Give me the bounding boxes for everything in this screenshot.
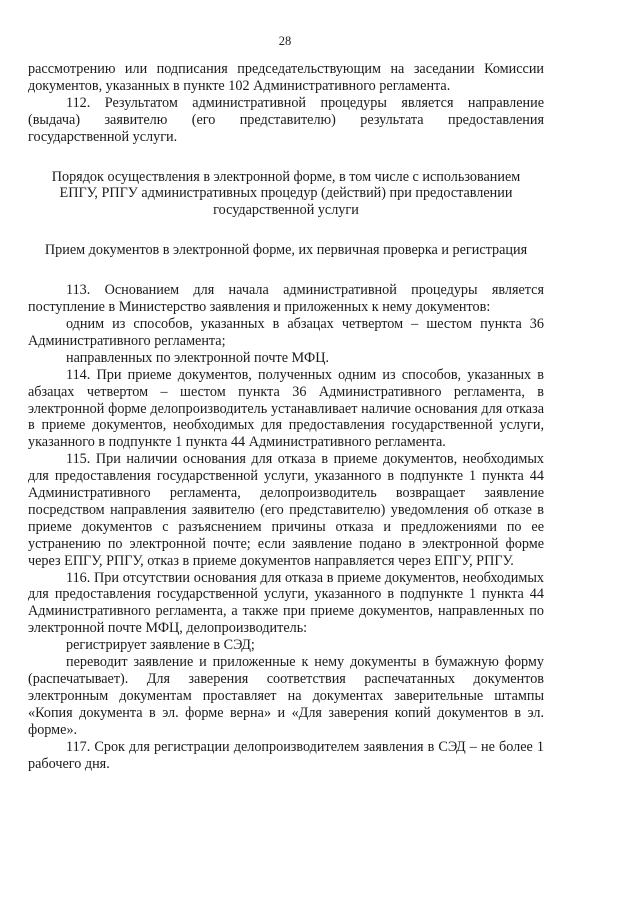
paragraph-114: 114. При приеме документов, полученных одним из способов, указанных в абзацах четвертом – шестом пункта 36 Административного регламента, в электронной форме делопроизводитель устанавливает наличие основания для отказа в приеме документов, необходимых для предоставления государственной услуги, указанного в подпункте 1 пункта 44 Административного регламента.: [28, 366, 544, 451]
paragraph-113-item-1: одним из способов, указанных в абзацах четвертом – шестом пункта 36 Административного регламента;: [28, 315, 544, 349]
paragraph-116-item-2: переводит заявление и приложенные к нему документы в бумажную форму (распечатывает). Для заверения соответствия распечатанных документов электронным документам проставляет на документах заверительные штампы «Копия документа в эл. форме верна» и «Для заверения копий документов в эл. форме».: [28, 654, 544, 738]
section-heading: Порядок осуществления в электронной форме, в том числе с использованием ЕПГУ, РПГУ административных процедур (действий) при предоставлении государственной услуги: [51, 168, 521, 219]
spacer: [28, 219, 544, 242]
paragraph-116: 116. При отсутствии основания для отказа в приеме документов, необходимых для предоставления государственной услуги, указанного в подпункте 1 пункта 44 Административного регламента, а также при приеме документов, направленных по электронной почте МФЦ, делопроизводитель:: [28, 569, 544, 637]
spacer: [28, 146, 544, 169]
spacer: [28, 259, 544, 282]
paragraph-113: 113. Основанием для начала административной процедуры является поступление в Министерство заявления и приложенных к нему документов:: [28, 282, 544, 316]
paragraph-116-item-1: регистрирует заявление в СЭД;: [66, 637, 255, 654]
paragraph-continuation: рассмотрению или подписания председательствующим на заседании Комиссии документов, указанных в пункте 102 Административного регламента.: [28, 61, 544, 94]
paragraph-115: 115. При наличии основания для отказа в приеме документов, необходимых для предоставления государственной услуги, указанного в подпункте 1 пункта 44 Административного регламента, делопроизводитель возвращает заявление посредством направления заявителю (его представителю) уведомления об отказе в приеме документов с разъяснением причины отказа и предложениями по ее устранению по электронной почте; если заявление подано в электронной форме через ЕПГУ, РПГУ, отказ в приеме документов направляется через ЕПГУ, РПГУ.: [28, 451, 544, 569]
page-number: 28: [278, 34, 292, 48]
document-body: [28, 61, 544, 772]
paragraph-113-item-2: направленных по электронной почте МФЦ.: [66, 349, 329, 366]
paragraph-112: 112. Результатом административной процедуры является направление (выдача) заявителю (его представителю) результата предоставления государственной услуги.: [28, 94, 544, 145]
subsection-heading: Прием документов в электронной форме, их первичная проверка и регистрация: [44, 242, 528, 259]
paragraph-117: 117. Срок для регистрации делопроизводителем заявления в СЭД – не более 1 рабочего дня.: [28, 738, 544, 772]
